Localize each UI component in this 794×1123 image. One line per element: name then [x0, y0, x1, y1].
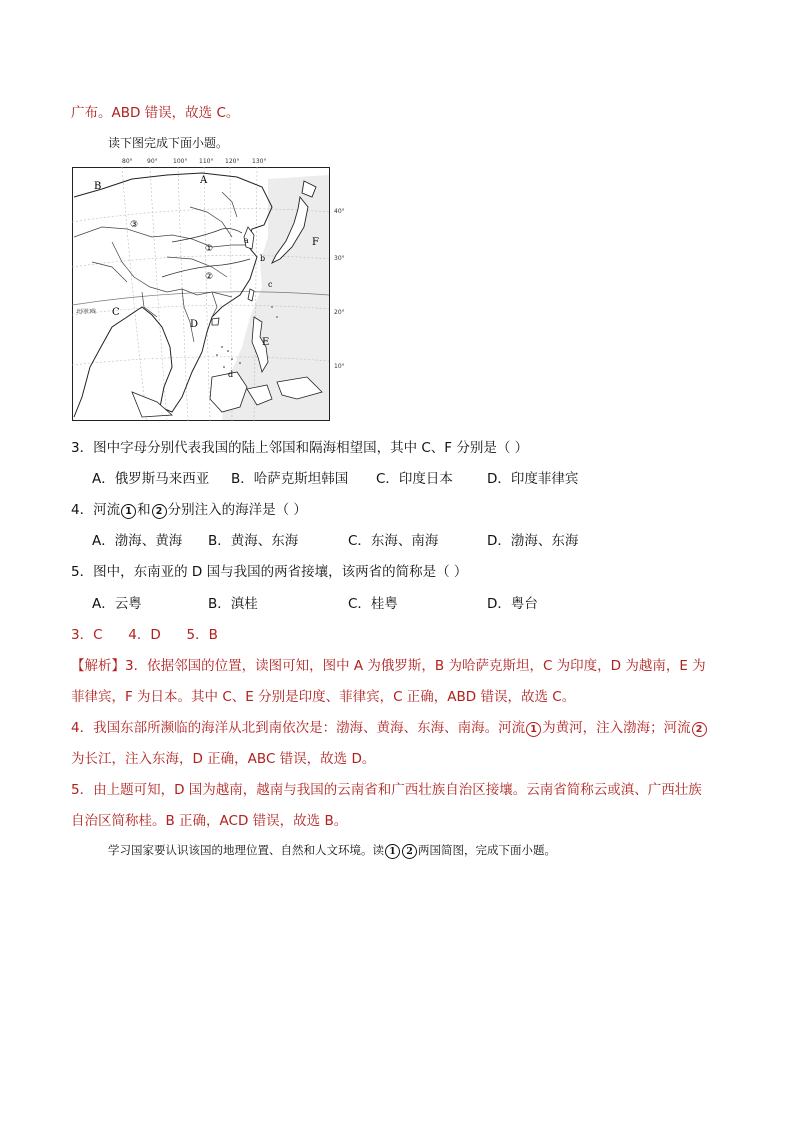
- analysis-4-line-2: 为长江，注入东海，D 正确，ABC 错误，故选 D。: [71, 751, 376, 767]
- q3-option-d: D．印度菲律宾: [487, 471, 579, 487]
- analysis-4-line-1: 4．我国东部所濒临的海洋从北到南依次是：渤海、黄海、东海、南海。河流 1 为黄河，注入渤海；河流 2: [71, 716, 708, 737]
- map-letter-f-upper: F: [312, 237, 319, 248]
- map-letter-c-lower: c: [268, 280, 273, 289]
- q4-option-a: A．渤海、黄海: [92, 533, 183, 549]
- q3-option-b: B．哈萨克斯坦韩国: [231, 471, 349, 487]
- lon-label: 80°: [122, 158, 133, 165]
- analysis-3-line-1: 【解析】3．依据邻国的位置，读图可知，图中 A 为俄罗斯，B 为哈萨克斯坦，C 为印度，D 为越南，E 为: [71, 658, 706, 674]
- analysis-3-line-2: 菲律宾，F 为日本。其中 C、E 分别是印度、菲律宾，C 正确，ABD 错误，故选 C。: [71, 689, 576, 705]
- map-numeral-3: ③: [130, 220, 139, 230]
- map-letter-a-lower: a: [244, 236, 249, 245]
- lon-label: 100°: [173, 158, 188, 165]
- map-letter-d-lower: d: [228, 370, 234, 379]
- circled-2: 2: [692, 722, 707, 737]
- q5-option-a: A．云粤: [92, 596, 142, 612]
- q5-option-d: D．粤台: [487, 596, 538, 612]
- question-3-stem: 3．图中字母分别代表我国的陆上邻国和隔海相望国，其中 C、F 分别是（ ）: [71, 440, 529, 456]
- analysis-5-line-1: 5．由上题可知，D 国为越南，越南与我国的云南省和广西壮族自治区接壤。云南省简称云或滇、广西壮族: [71, 782, 702, 798]
- lat-label: 40°: [334, 208, 345, 215]
- map-letter-d-upper: D: [190, 319, 199, 330]
- asia-map: [72, 167, 330, 421]
- lon-label: 90°: [147, 158, 158, 165]
- map-letter-a-upper: A: [200, 175, 208, 186]
- prev-analysis-end: 广布。ABD 错误，故选 C。: [71, 105, 240, 121]
- circled-1: 1: [385, 844, 400, 859]
- lat-label: 30°: [334, 255, 345, 262]
- circled-1: 1: [526, 722, 541, 737]
- map-letter-b-lower: b: [260, 254, 266, 263]
- q5-option-c: C．桂粤: [348, 596, 398, 612]
- map-numeral-2: ②: [205, 272, 214, 282]
- map-prompt: 读下图完成下面小题。: [108, 136, 229, 150]
- q4-option-b: B．黄海、东海: [208, 533, 299, 549]
- answer-key: 3．C 4．D 5．B: [71, 627, 218, 643]
- circled-1: 1: [121, 504, 136, 519]
- q3-option-a: A．俄罗斯马来西亚: [92, 471, 210, 487]
- q4-option-d: D．渤海、东海: [487, 533, 579, 549]
- lat-label: 10°: [334, 363, 345, 370]
- question-4-stem: 4．河流 1 和 2 分别注入的海洋是（ ）: [71, 502, 307, 518]
- analysis-5-line-2: 自治区简称桂。B 正确，ACD 错误，故选 B。: [71, 813, 348, 829]
- q3-option-c: C．印度日本: [376, 471, 453, 487]
- map-letter-b-upper: B: [94, 181, 102, 192]
- lon-label: 120°: [225, 158, 240, 165]
- lon-label: 110°: [199, 158, 214, 165]
- analysis-tag: 【解析】: [71, 658, 125, 674]
- lat-label: 20°: [334, 309, 345, 316]
- q5-option-b: B．滇桂: [208, 596, 258, 612]
- q4-option-c: C．东海、南海: [348, 533, 439, 549]
- map-numeral-1: ①: [205, 244, 214, 254]
- tropic-label: 北回归线: [76, 309, 97, 315]
- map-letter-e-upper: E: [262, 337, 270, 348]
- question-5-stem: 5．图中，东南亚的 D 国与我国的两省接壤，该两省的简称是（ ）: [71, 564, 468, 580]
- next-section-prompt: 学习国家要认识该国的地理位置、自然和人文环境。读 1 2 两国简图，完成下面小题。: [108, 843, 556, 857]
- map-letter-c-upper: C: [112, 307, 120, 318]
- lon-label: 130°: [252, 158, 267, 165]
- circled-2: 2: [402, 844, 417, 859]
- circled-2: 2: [152, 504, 167, 519]
